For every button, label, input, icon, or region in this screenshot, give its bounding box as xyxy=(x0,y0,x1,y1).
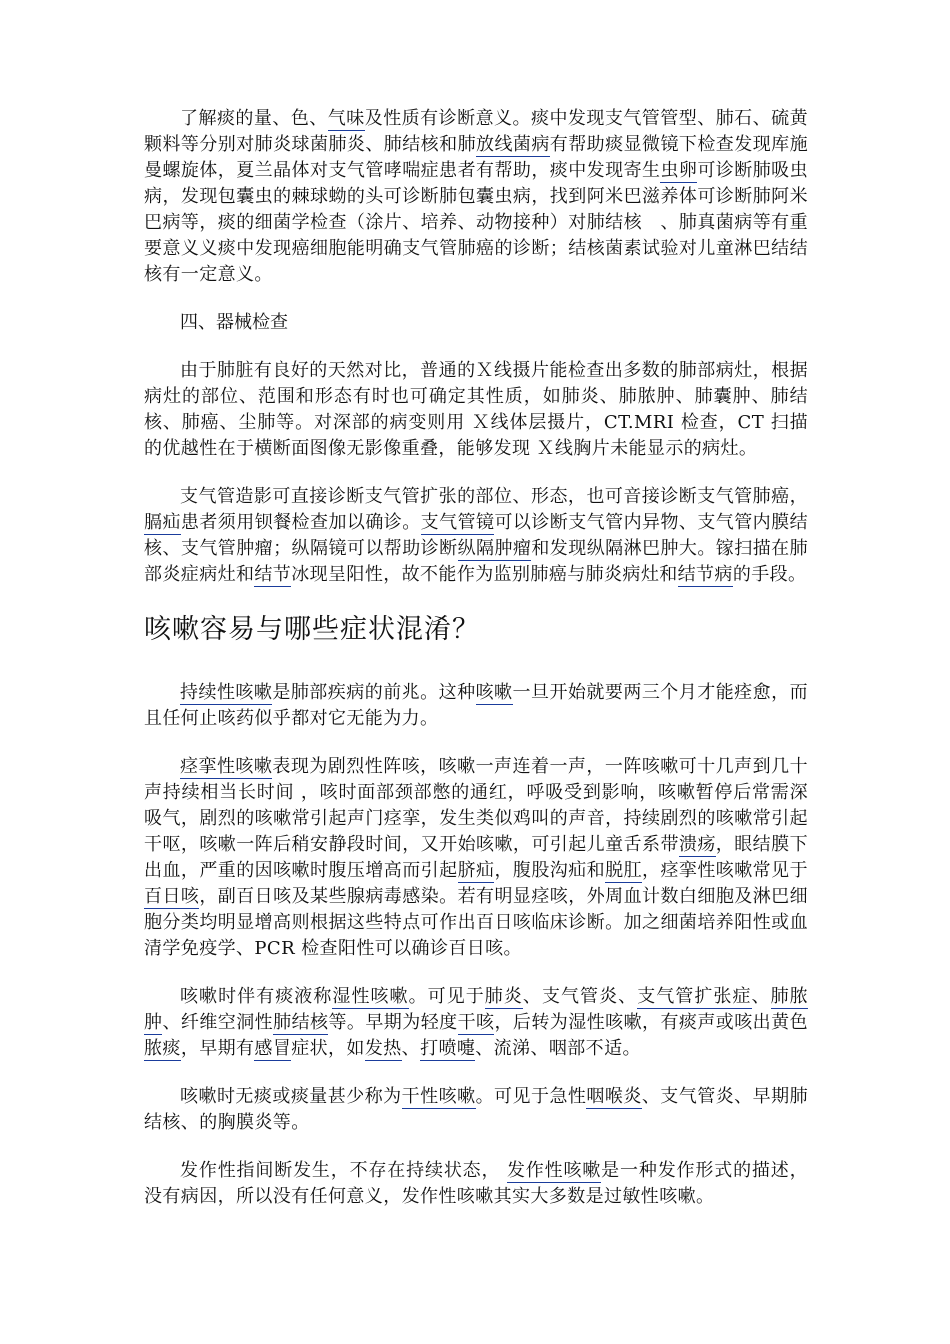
document-page xyxy=(144,106,808,1232)
link-dry-cough[interactable]: 干咳 xyxy=(457,1012,495,1033)
text: 、 xyxy=(751,986,771,1007)
link-lung-abscess[interactable]: 肺脓肿 xyxy=(144,986,809,1033)
paragraph-spasmodic-cough xyxy=(144,754,808,962)
text: 、支气管炎、 xyxy=(522,986,638,1007)
link-umbilical-hernia[interactable]: 脐疝 xyxy=(457,860,495,881)
link-pneumonia[interactable]: 肺炎 xyxy=(484,986,523,1007)
paragraph-bronchography xyxy=(144,484,808,588)
text: 等。早期为轻度 xyxy=(328,1012,458,1033)
text: 有帮助痰显微镜下检查发现库施曼螺旋体，夏兰晶体对支气管哮喘症患者有帮助，痰中发现寄生 xyxy=(144,134,808,181)
paragraph-xray: 由于肺脏有良好的天然对比，普通的Ｘ线摄片能检查出多数的肺部病灶，根据病灶的部位、范围和形态有时也可确定其性质，如肺炎、肺脓肿、肺囊肿、肺结核、肺癌、尘肺等。对深部的病变则用 Ｘ线体层摄片，CT.MRI 检查，CT 扫描的优越性在于横断面图像无影像重叠，能够发现 Ｘ线胸片未能显示的病灶。 xyxy=(144,360,808,459)
text: 是肺部疾病的前兆。这种 xyxy=(272,682,476,703)
link-mediastinal-tumor[interactable]: 纵隔肿瘤 xyxy=(457,538,532,559)
text: 及性质有诊断意义。痰中发现支气管管型、肺石、硫黄颗料等分别对肺炎球菌肺炎、肺结核和肺 xyxy=(144,108,808,155)
paragraph-sputum-diagnosis xyxy=(144,106,808,288)
text: 了解痰的量、色、 xyxy=(180,108,328,129)
text: ，副百日咳及某些腺病毒感染。若有明显痉咳，外周血计数白细胞及淋巴细胞分类均明显增高则根据这些特点可作出百日咳临床诊断。加之细菌培养阳性或血清学免疫学、PCR 检查阳性可以确诊百日咳。 xyxy=(144,886,808,959)
text: ，痉挛性咳嗽常见于 xyxy=(642,860,808,881)
text: 的手段。 xyxy=(732,564,807,585)
link-parasite-eggs[interactable]: 虫卵 xyxy=(660,160,698,181)
text: 冰现呈阳性，故不能作为监别肺癌与肺炎病灶和 xyxy=(291,564,678,585)
text: 患者须用钡餐检查加以确诊。 xyxy=(180,512,421,533)
text: 是一种发作形式的描述，没有病因，所以没有任何意义，发作性咳嗽其实大多数是过敏性咳嗽。 xyxy=(144,1160,809,1207)
link-tuberculosis[interactable]: 肺结核 xyxy=(273,1012,329,1033)
text: ，眼结膜下出血，严重的因咳嗽时腹压增高而引起 xyxy=(144,834,808,881)
text: 、 xyxy=(401,1038,421,1059)
text: ，后转为湿性咳嗽，有痰声或咳出黄色 xyxy=(494,1012,808,1033)
text: ，腹股沟疝和 xyxy=(494,860,606,881)
text: 症状，如 xyxy=(291,1038,365,1059)
text: 。可见于急性 xyxy=(475,1086,587,1107)
link-dry-cough-2[interactable]: 干性咳嗽 xyxy=(401,1086,476,1107)
text: 一旦开始就要两三个月才能痊愈，而且任何止咳药似乎都对它无能为力。 xyxy=(144,682,808,729)
link-spasmodic-cough[interactable]: 痉挛性咳嗽 xyxy=(180,756,273,777)
text: ，早期有 xyxy=(180,1038,255,1059)
text: 咳嗽时无痰或痰量甚少称为 xyxy=(180,1086,402,1107)
text: 咳嗽时伴有痰液称 xyxy=(180,986,333,1007)
link-paroxysmal-cough[interactable]: 发作性咳嗽 xyxy=(506,1160,602,1181)
paragraph-wet-cough xyxy=(144,984,808,1062)
link-persistent-cough[interactable]: 持续性咳嗽 xyxy=(180,682,273,703)
link-sarcoidosis[interactable]: 结节病 xyxy=(677,564,733,585)
link-bronchiectasis[interactable]: 支气管扩张症 xyxy=(637,986,752,1007)
section-heading-instrument-exam: 四、器械检查 xyxy=(180,312,288,333)
link-odor[interactable]: 气味 xyxy=(327,108,365,129)
text: 支气管造影可直接诊断支气管扩张的部位、形态，也可音接诊断支气管肺癌， xyxy=(180,486,808,507)
text: 可以诊断支气管内异物、支气管内膜结核、支气管肿瘤；纵隔镜可以帮助诊断 xyxy=(144,512,808,559)
link-actinomycosis[interactable]: 放线菌病 xyxy=(476,134,550,155)
text: 、纤维空洞性 xyxy=(162,1012,274,1033)
link-pertussis[interactable]: 百日咳 xyxy=(144,886,200,907)
link-rectal-prolapse[interactable]: 脱肛 xyxy=(605,860,643,881)
link-purulent-sputum[interactable]: 脓痰 xyxy=(144,1038,181,1059)
link-bronchoscope[interactable]: 支气管镜 xyxy=(420,512,495,533)
text: 和发现纵隔淋巴肿大。镓扫描在肺部炎症病灶和 xyxy=(144,538,808,585)
text: 可诊断肺吸虫病，发现包囊虫的棘球蚴的头可诊断肺包囊虫病，找到阿米巴滋养体可诊断肺阿米巴病等，痰的细菌学检查（涂片、培养、动物接种）对肺结核 、肺真菌病等有重要意义义痰中发现癌细胞能明确支气管肺癌的诊断；结核菌素试验对儿童淋巴结结核有一定意义。 xyxy=(144,160,808,285)
text: 、流涕、咽部不适。 xyxy=(475,1038,641,1059)
link-ulcer[interactable]: 溃疡 xyxy=(678,834,716,855)
article-title-cough-confusion: 咳嗽容易与哪些症状混淆？ xyxy=(144,614,480,645)
link-fever[interactable]: 发热 xyxy=(364,1038,402,1059)
link-cold[interactable]: 感冒 xyxy=(254,1038,292,1059)
link-diaphragmatic-hernia[interactable]: 膈疝 xyxy=(144,512,181,533)
paragraph-dry-cough xyxy=(144,1084,808,1136)
link-cough[interactable]: 咳嗽 xyxy=(475,682,513,703)
link-pharyngolaryngitis[interactable]: 咽喉炎 xyxy=(586,1086,642,1107)
link-sneezing[interactable]: 打喷嚏 xyxy=(420,1038,476,1059)
text: 。可见于 xyxy=(408,986,485,1007)
text: 发作性指间断发生，不存在持续状态， xyxy=(180,1160,507,1181)
text: 、支气管炎、早期肺结核、的胸膜炎等。 xyxy=(144,1086,808,1133)
link-nodule[interactable]: 结节 xyxy=(254,564,292,585)
link-wet-cough[interactable]: 湿性咳嗽 xyxy=(332,986,409,1007)
paragraph-paroxysmal-cough xyxy=(144,1158,808,1210)
text: 表现为剧烈性阵咳，咳嗽一声连着一声，一阵咳嗽可十几声到几十声持续相当长时间 ，咳时面部颈部憋的通红，呼吸受到影响，咳嗽暂停后常需深吸气，剧烈的咳嗽常引起声门痉挛，发生类似鸡叫的声音，持续剧烈的咳嗽常引起干呕，咳嗽一阵后稍安静段时间，又开始咳嗽，可引起儿童舌系带 xyxy=(144,756,809,855)
paragraph-persistent-cough xyxy=(144,680,808,732)
